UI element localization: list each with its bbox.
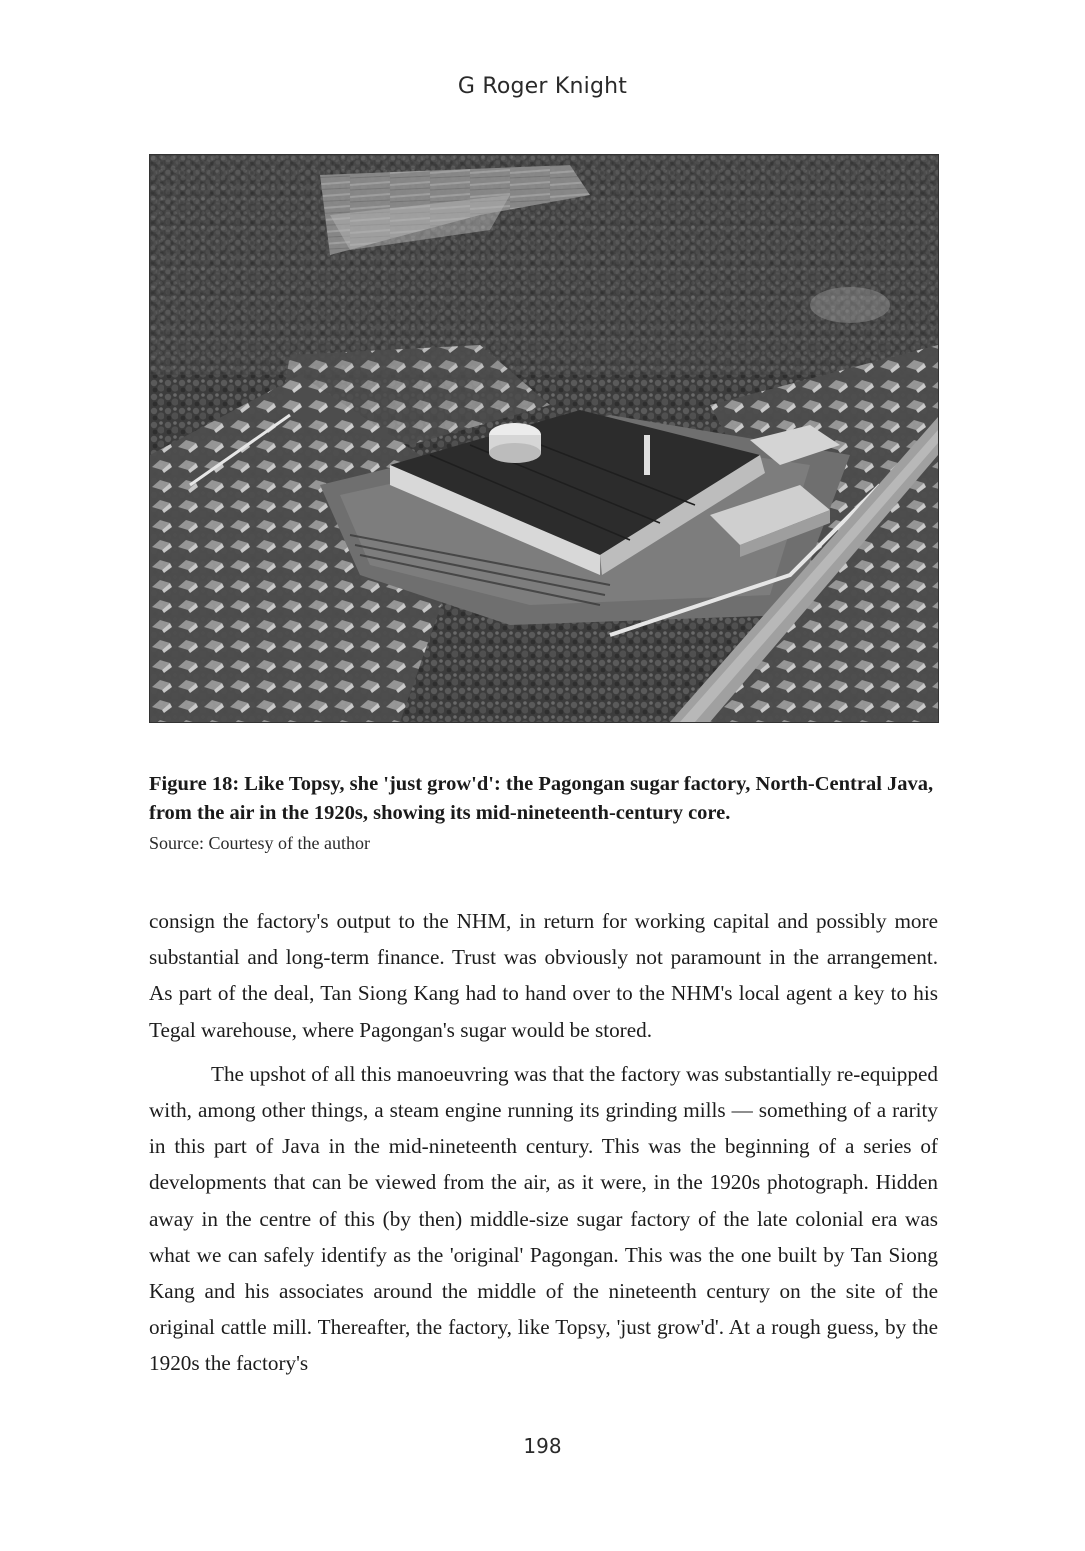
figure-caption-source: Source: Courtesy of the author: [149, 833, 370, 853]
page-number: 198: [523, 1434, 562, 1458]
paragraph-continued: consign the factory's output to the NHM, in return for working capital and possibly more substantial and long-term finance. Trust was obviously not paramount in the arrangement. As part of the deal, Tan Siong Kang had to hand over to the NHM's local agent a key to his Tegal warehouse, where Pagongan's sugar would be stored.: [149, 909, 938, 1042]
aerial-photograph: [149, 154, 939, 723]
paragraph: The upshot of all this manoeuvring was that the factory was substantially re-equipped with, among other things, a steam engine running its grinding mills — something of a rarity in this part of Java in the mid-nineteenth century. This was the beginning of a series of developments that can be viewed from the air, as it were, in the 1920s photograph. Hidden away in the centre of this (by then) middle-size sugar factory of the late colonial era was what we can safely identify as the 'original' Pagongan. This was the one built by Tan Siong Kang and his associates around the middle of the nineteenth century on the site of the original cattle mill. Thereafter, the factory, like Topsy, 'just grow'd'. At a rough guess, by the 1920s the factory's: [149, 1061, 938, 1376]
figure-caption: [149, 770, 939, 856]
aerial-photograph-illustration: [150, 155, 938, 722]
body-text: [149, 903, 938, 1390]
running-head: G Roger Knight: [457, 74, 628, 99]
figure-caption-title: Figure 18: Like Topsy, she 'just grow'd': the Pagongan sugar factory, North-Central Java, from the air in the 1920s, showing its mid-nineteenth-century core.: [149, 773, 934, 824]
